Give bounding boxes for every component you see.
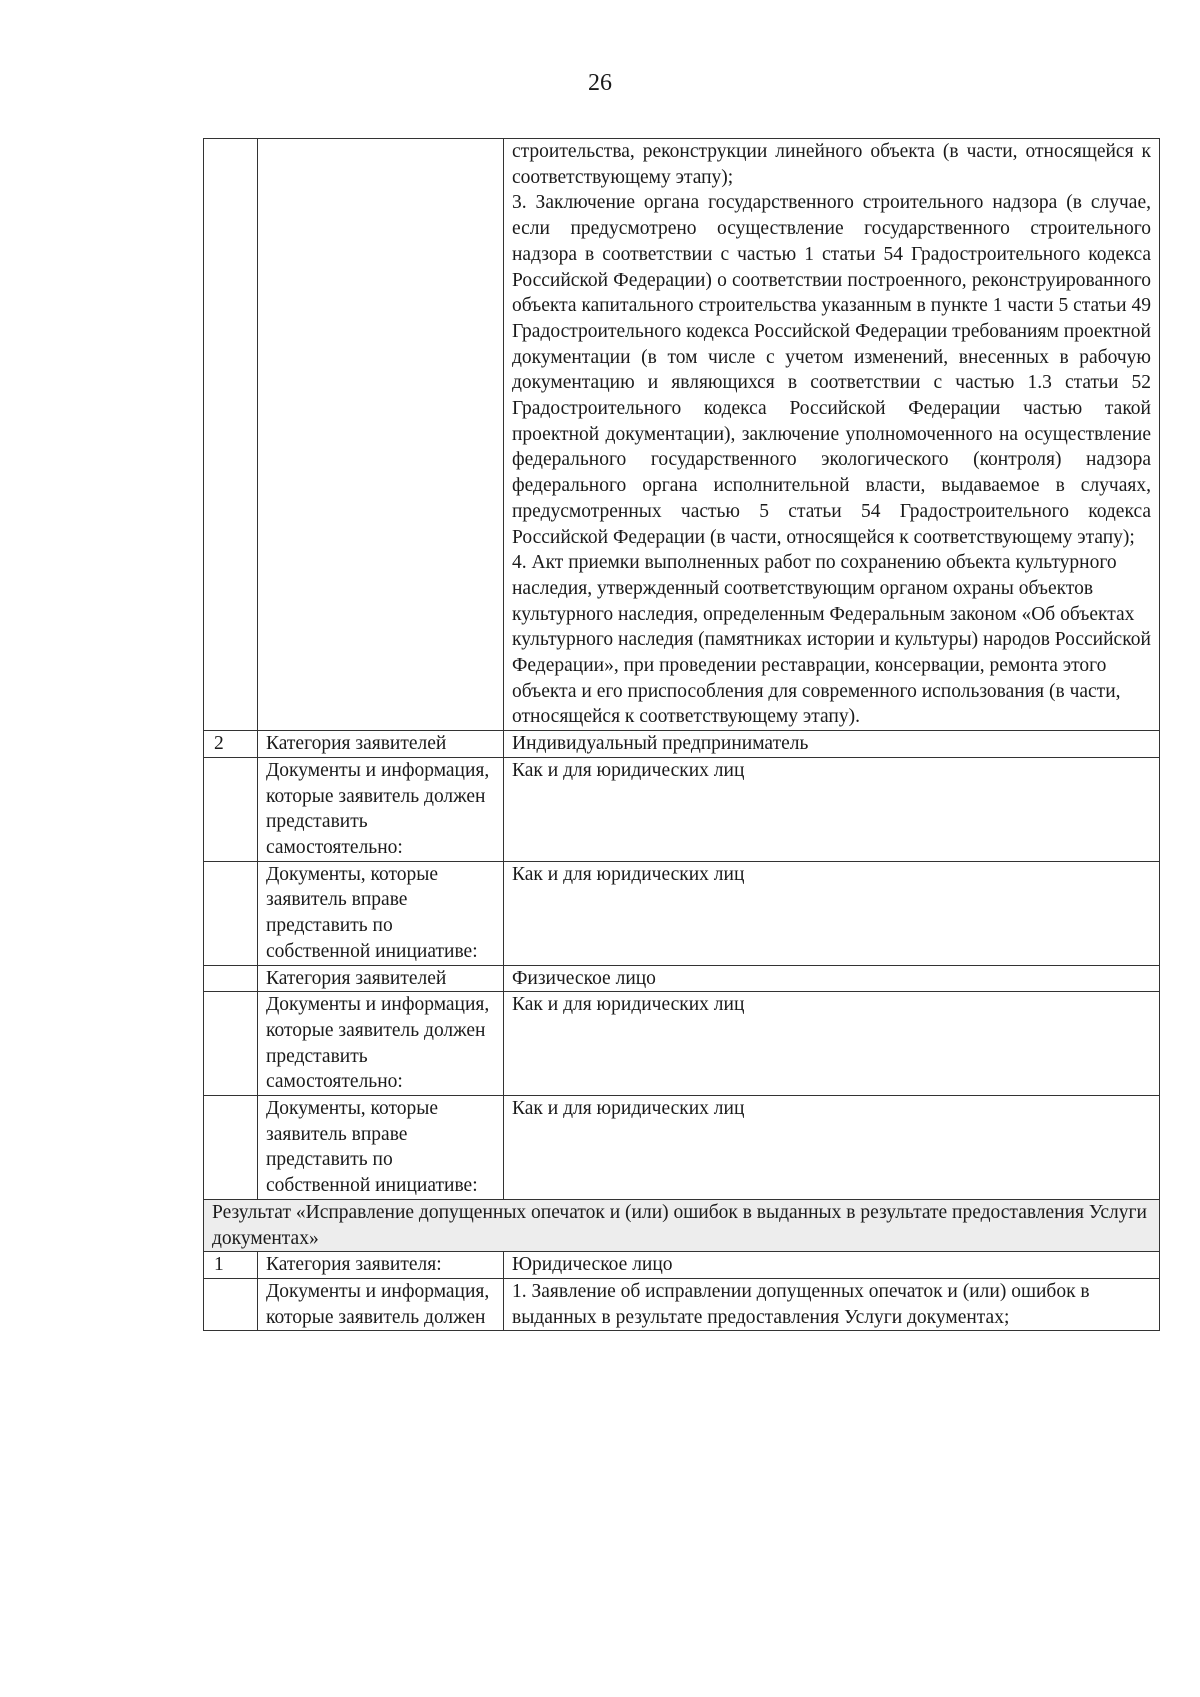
row-value-cell: Как и для юридических лиц (504, 992, 1160, 1096)
row-number-cell (204, 139, 258, 731)
table-row (204, 1252, 1160, 1279)
row-value-cell: Физическое лицо (504, 965, 1160, 992)
row-number-cell: 1 (204, 1252, 258, 1279)
page-number: 26 (588, 70, 612, 96)
table-row (204, 1096, 1160, 1200)
requirements-table (203, 138, 1160, 1331)
table-row (204, 965, 1160, 992)
table-row-continuation (204, 139, 1160, 731)
row-value-cell: 1. Заявление об исправлении допущенных опечаток и (или) ошибок в выданных в результате предоставления Услуги документах; (504, 1278, 1160, 1330)
row-number-cell: 2 (204, 731, 258, 758)
table-row (204, 731, 1160, 758)
continuation-paragraph: 3. Заключение органа государственного строительного надзора (в случае, если предусмотрено осуществление государственного строительного надзора в соответствии с частью 1 статьи 54 Градостроительного кодекса Российской Федерации) о соответствии построенного, реконструированного объекта капитального строительства указанным в пункте 1 части 5 статьи 49 Градостроительного кодекса Российской Федерации требованиям проектной документации (в том числе с учетом изменений, внесенных в рабочую документацию и являющихся в соответствии с частью 1.3 статьи 52 Градостроительного кодекса Российской Федерации частью такой проектной документации), заключение уполномоченного на осуществление федерального государственного экологического (контроля) надзора федерального органа исполнительной власти, выдаваемое в случаях, предусмотренных частью 5 статьи 54 Градостроительного кодекса Российской Федерации (в части, относящейся к соответствующему этапу); (512, 192, 1151, 548)
continuation-paragraph: строительства, реконструкции линейного объекта (в части, относящейся к соответствующему этапу); (512, 141, 1151, 188)
row-value-cell (504, 139, 1160, 731)
row-value-cell: Как и для юридических лиц (504, 757, 1160, 861)
row-label-cell: Категория заявителей (258, 965, 504, 992)
row-label-cell: Категория заявителя: (258, 1252, 504, 1279)
row-value-cell: Как и для юридических лиц (504, 1096, 1160, 1200)
row-number-cell (204, 965, 258, 992)
table-row (204, 992, 1160, 1096)
table-row (204, 1278, 1160, 1330)
row-number-cell (204, 861, 258, 965)
row-number-cell (204, 1278, 258, 1330)
row-label-cell: Категория заявителей (258, 731, 504, 758)
continuation-item-4: 4. Акт приемки выполненных работ по сохранению объекта культурного наследия, утвержденный соответствующим органом охраны объектов культурного наследия, определенным Федеральным законом «Об объектах культурного наследия (памятниках истории и культуры) народов Российской Федерации», при проведении реставрации, консервации, ремонта этого объекта и его приспособления для современного использования (в части, относящейся к соответствующему этапу). (512, 552, 1151, 728)
row-value-cell: Как и для юридических лиц (504, 861, 1160, 965)
row-label-cell: Документы, которые заявитель вправе представить по собственной инициативе: (258, 861, 504, 965)
row-label-cell (258, 139, 504, 731)
row-value-cell: Юридическое лицо (504, 1252, 1160, 1279)
row-number-cell (204, 1096, 258, 1200)
row-number-cell (204, 757, 258, 861)
result-heading: Результат «Исправление допущенных опечаток и (или) ошибок в выданных в результате предоставления Услуги документах» (204, 1199, 1160, 1251)
row-label-cell: Документы, которые заявитель вправе представить по собственной инициативе: (258, 1096, 504, 1200)
row-label-cell: Документы и информация, которые заявитель должен представить самостоятельно: (258, 992, 504, 1096)
row-number-cell (204, 992, 258, 1096)
row-label-cell: Документы и информация, которые заявитель должен представить самостоятельно: (258, 757, 504, 861)
table-row (204, 757, 1160, 861)
row-value-cell: Индивидуальный предприниматель (504, 731, 1160, 758)
row-label-cell: Документы и информация, которые заявитель должен (258, 1278, 504, 1330)
table-row (204, 861, 1160, 965)
result-heading-row (204, 1199, 1160, 1251)
